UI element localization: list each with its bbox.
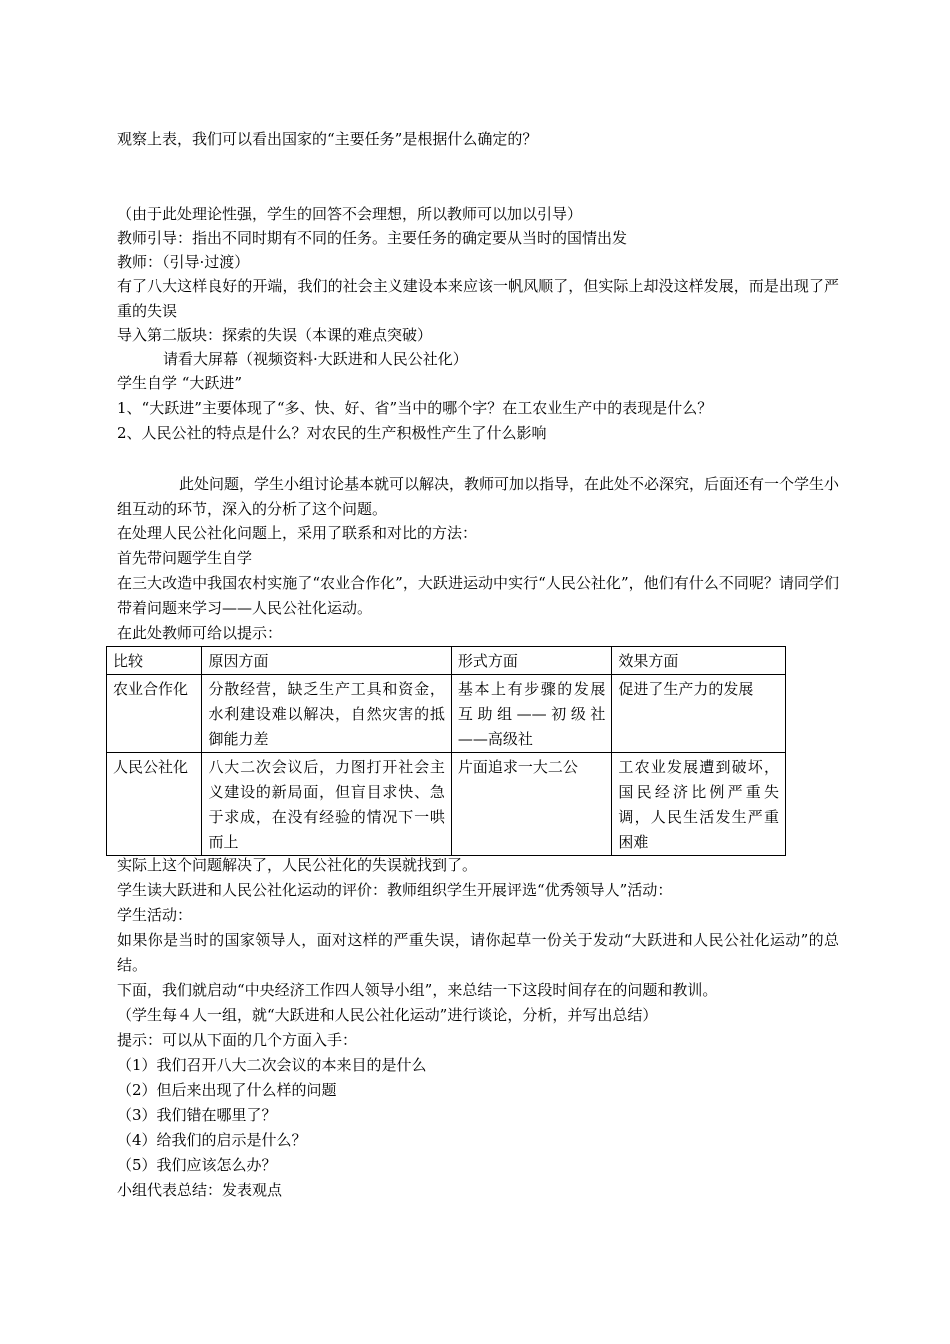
table-header-cell: 比较 — [107, 647, 202, 675]
table-cell: 工农业发展遭到破坏，国民经济比例严重失调，人民生活发生严重困难 — [612, 753, 786, 856]
table-cell: 人民公社化 — [107, 753, 202, 856]
group-summary: 小组代表总结：发表观点 — [117, 1181, 283, 1199]
hint-item-2: （2）但后来出现了什么样的问题 — [117, 1081, 337, 1099]
table-row — [107, 753, 786, 856]
video-prompt: 请看大屏幕（视频资料·大跃进和人民公社化） — [163, 350, 468, 368]
teacher-hint-intro: 在此处教师可给以提示： — [117, 624, 283, 642]
table-cell: 八大二次会议后，力图打开社会主义建设的新局面，但盲目求快、急于求成，在没有经验的情况下一哄而上 — [202, 753, 451, 856]
self-study-note: 首先带问题学生自学 — [117, 549, 253, 567]
table-cell: 分散经营，缺乏生产工具和资金，水利建设难以解决，自然灾害的抵御能力差 — [202, 675, 451, 753]
question-main-task: 观察上表，我们可以看出国家的“主要任务”是根据什么确定的？ — [117, 130, 538, 148]
paragraph-discussion: 此处问题，学生小组讨论基本就可以解决，教师可加以指导，在此处不必深究，后面还有一个学生小组互动的环节，深入的分析了这个问题。 — [117, 475, 840, 518]
section-intro: 导入第二版块：探索的失误（本课的难点突破） — [117, 326, 433, 344]
conclusion-line: 实际上这个问题解决了，人民公社化的失误就找到了。 — [117, 856, 478, 874]
comparison-table — [106, 646, 786, 856]
table-cell: 促进了生产力的发展 — [612, 675, 786, 753]
hint-item-5: （5）我们应该怎么办？ — [117, 1156, 277, 1174]
teacher-guidance: 教师引导：指出不同时期有不同的任务。主要任务的确定要从当时的国情出发 — [117, 229, 628, 247]
table-header-cell: 形式方面 — [451, 647, 612, 675]
student-activity-heading: 学生活动： — [117, 906, 193, 924]
teacher-transition: 教师：（引导·过渡） — [117, 253, 250, 271]
question-2: 2、人民公社的特点是什么？对农民的生产积极性产生了什么影响 — [117, 424, 547, 442]
paragraph-eighth-congress: 有了八大这样良好的开端，我们的社会主义建设本来应该一帆风顺了，但实际上却没这样发展，而是出现了严重的失误 — [117, 277, 839, 320]
paragraph-leader-task: 如果你是当时的国家领导人，面对这样的严重失误，请你起草一份关于发动“大跃进和人民公社化运动”的总结。 — [117, 931, 839, 974]
hint-item-1: （1）我们召开八大二次会议的本来目的是什么 — [117, 1056, 427, 1074]
table-row — [107, 675, 786, 753]
self-study-heading: 学生自学 “大跃进” — [117, 374, 243, 392]
hint-item-4: （4）给我们的启示是什么？ — [117, 1131, 307, 1149]
table-cell: 农业合作化 — [107, 675, 202, 753]
question-1: 1、“大跃进”主要体现了“多、快、好、省”当中的哪个字？在工农业生产中的表现是什么？ — [117, 399, 713, 417]
method-note: 在处理人民公社化问题上，采用了联系和对比的方法： — [117, 524, 478, 542]
table-cell: 片面追求一大二公 — [451, 753, 612, 856]
hint-heading: 提示：可以从下面的几个方面入手： — [117, 1031, 358, 1049]
table-header-cell: 效果方面 — [612, 647, 786, 675]
group-launch: 下面，我们就启动“中央经济工作四人领导小组”，来总结一下这段时间存在的问题和教训。 — [117, 981, 718, 999]
table-header-row — [107, 647, 786, 675]
evaluation-activity: 学生读大跃进和人民公社化运动的评价：教师组织学生开展评选“优秀领导人”活动： — [117, 881, 673, 899]
table-cell: 基本上有步骤的发展互助组——初级社——高级社 — [451, 675, 612, 753]
note-guidance: （由于此处理论性强，学生的回答不会理想，所以教师可以加以引导） — [117, 205, 583, 223]
table-header-cell: 原因方面 — [202, 647, 451, 675]
hint-item-3: （3）我们错在哪里了？ — [117, 1106, 277, 1124]
paragraph-comparison: 在三大改造中我国农村实施了“农业合作化”，大跃进运动中实行“人民公社化”，他们有什么不同呢？请同学们带着问题来学习——人民公社化运动。 — [117, 574, 839, 617]
group-instruction: （学生每４人一组，就“大跃进和人民公社化运动”进行谈论，分析，并写出总结） — [117, 1006, 658, 1024]
